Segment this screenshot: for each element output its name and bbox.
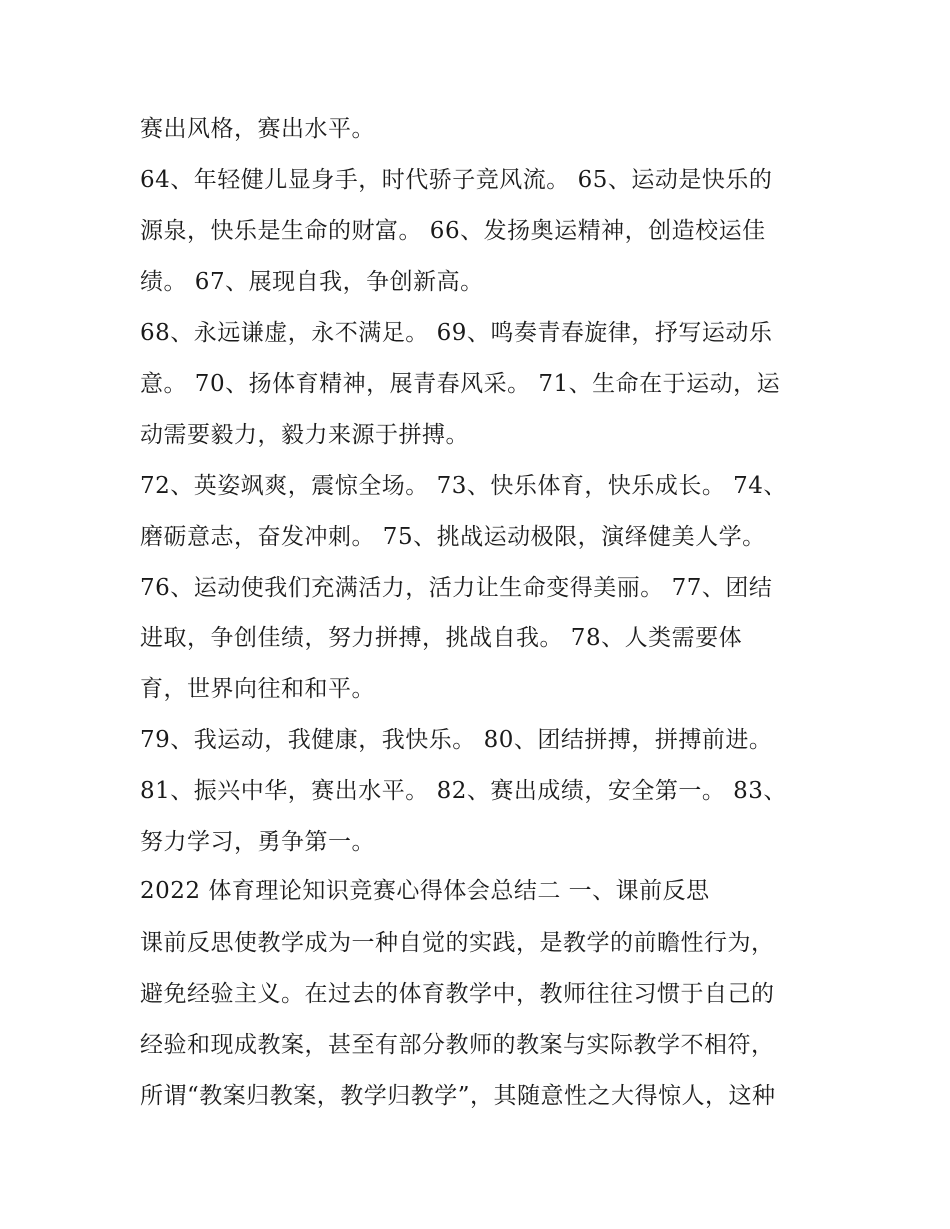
text-line: 课前反思使教学成为一种自觉的实践，是教学的前瞻性行为， — [140, 930, 775, 956]
text-line: 育，世界向往和和平。 — [140, 676, 375, 702]
section-heading: 2022 体育理论知识竞赛心得体会总结二 一、课前反思 — [140, 878, 710, 904]
text-line: 绩。 67、展现自我，争创新高。 — [140, 269, 484, 295]
text-line: 努力学习，勇争第一。 — [140, 829, 375, 855]
text-line: 76、运动使我们充满活力，活力让生命变得美丽。 77、团结 — [140, 575, 773, 601]
text-line: 意。 70、扬体育精神，展青春风采。 71、生命在于运动，运 — [140, 371, 781, 397]
text-line: 磨砺意志，奋发冲刺。 75、挑战运动极限，演绎健美人学。 — [140, 524, 766, 550]
text-line: 动需要毅力，毅力来源于拼搏。 — [140, 422, 469, 448]
text-line: 81、振兴中华，赛出水平。 82、赛出成绩，安全第一。 83、 — [140, 778, 787, 804]
text-line: 72、英姿飒爽，震惊全场。 73、快乐体育，快乐成长。 74、 — [140, 473, 787, 499]
text-line: 源泉，快乐是生命的财富。 66、发扬奥运精神，创造校运佳 — [140, 218, 766, 244]
text-line: 所谓“教案归教案，教学归教学”，其随意性之大得惊人，这种 — [140, 1083, 776, 1109]
text-line: 79、我运动，我健康，我快乐。 80、团结拼搏，拼搏前进。 — [140, 727, 773, 753]
text-line: 64、年轻健儿显身手，时代骄子竞风流。 65、运动是快乐的 — [140, 167, 773, 193]
text-line: 进取，争创佳绩，努力拼搏，挑战自我。 78、人类需要体 — [140, 625, 743, 651]
text-line: 68、永远谦虚，永不满足。 69、鸣奏青春旋律，抒写运动乐 — [140, 320, 773, 346]
text-line: 经验和现成教案，甚至有部分教师的教案与实际教学不相符， — [140, 1032, 775, 1058]
text-line: 避免经验主义。在过去的体育教学中，教师往往习惯于自己的 — [140, 981, 775, 1007]
text-line: 赛出风格，赛出水平。 — [140, 116, 375, 142]
